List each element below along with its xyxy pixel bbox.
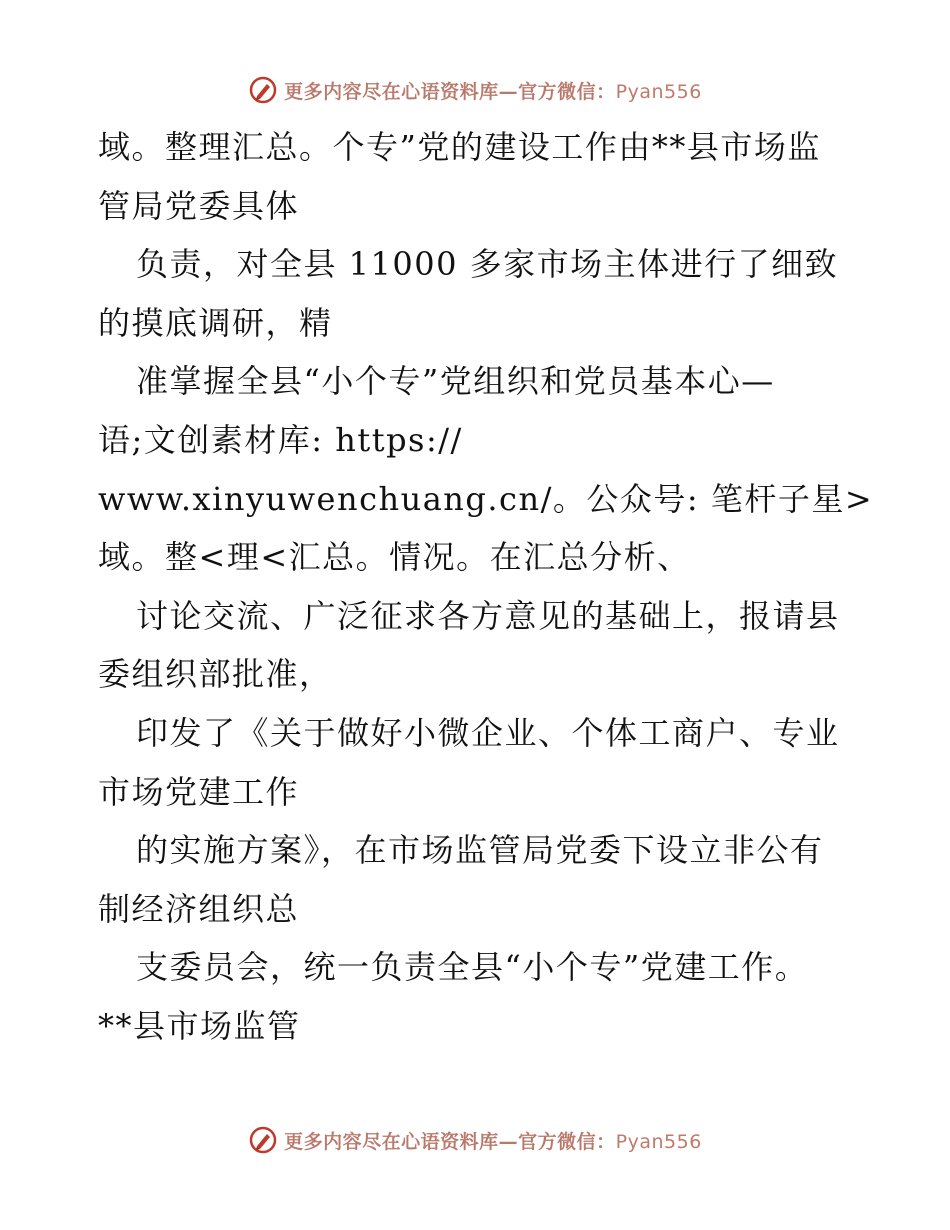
text-line: 委组织部批准，: [98, 655, 333, 694]
text-line: 印发了《关于做好小微企业、个体工商户、专业: [136, 713, 840, 752]
footer-banner: [284, 1127, 702, 1154]
header-wechat-id: Pyan556: [615, 80, 702, 103]
header-banner: [284, 77, 702, 104]
pen-logo-icon: [248, 75, 278, 105]
header-banner-text: 更多内容尽在心语资料库—官方微信：: [284, 80, 616, 103]
text-line: 管局党委具体: [98, 186, 300, 225]
text-line: **县市场监管: [98, 1006, 301, 1045]
document-body: [98, 118, 874, 1056]
text-line: 域。整理汇总。个专”党的建设工作由**县市场监: [98, 128, 821, 166]
text-line: 支委员会，统一负责全县“小个专”党建工作。: [136, 948, 809, 987]
text-line: 负责，对全县 11000 多家市场主体进行了细致: [136, 245, 839, 284]
text-line: 语;文创素材库: https://: [98, 420, 463, 459]
page-footer: [0, 1122, 950, 1158]
footer-banner-text: 更多内容尽在心语资料库—官方微信：: [284, 1130, 616, 1153]
footer-wechat-id: Pyan556: [615, 1130, 702, 1153]
text-line: 讨论交流、广泛征求各方意见的基础上，报请县: [136, 596, 840, 635]
text-line: 制经济组织总: [98, 889, 300, 928]
page-header: [0, 72, 950, 108]
text-line: 市场党建工作: [98, 772, 300, 811]
text-line: 的摸底调研，精: [98, 303, 333, 342]
pen-logo-icon: [248, 1125, 278, 1155]
text-line: 准掌握全县“小个专”党组织和党员基本心—: [136, 362, 775, 401]
text-line: 的实施方案》，在市场监管局党委下设立非公有: [136, 831, 824, 870]
text-line: 域。整<理<汇总。情况。在汇总分析、: [98, 538, 691, 577]
text-line: www.xinyuwenchuang.cn/。公众号: 笔杆子星>: [98, 479, 874, 518]
